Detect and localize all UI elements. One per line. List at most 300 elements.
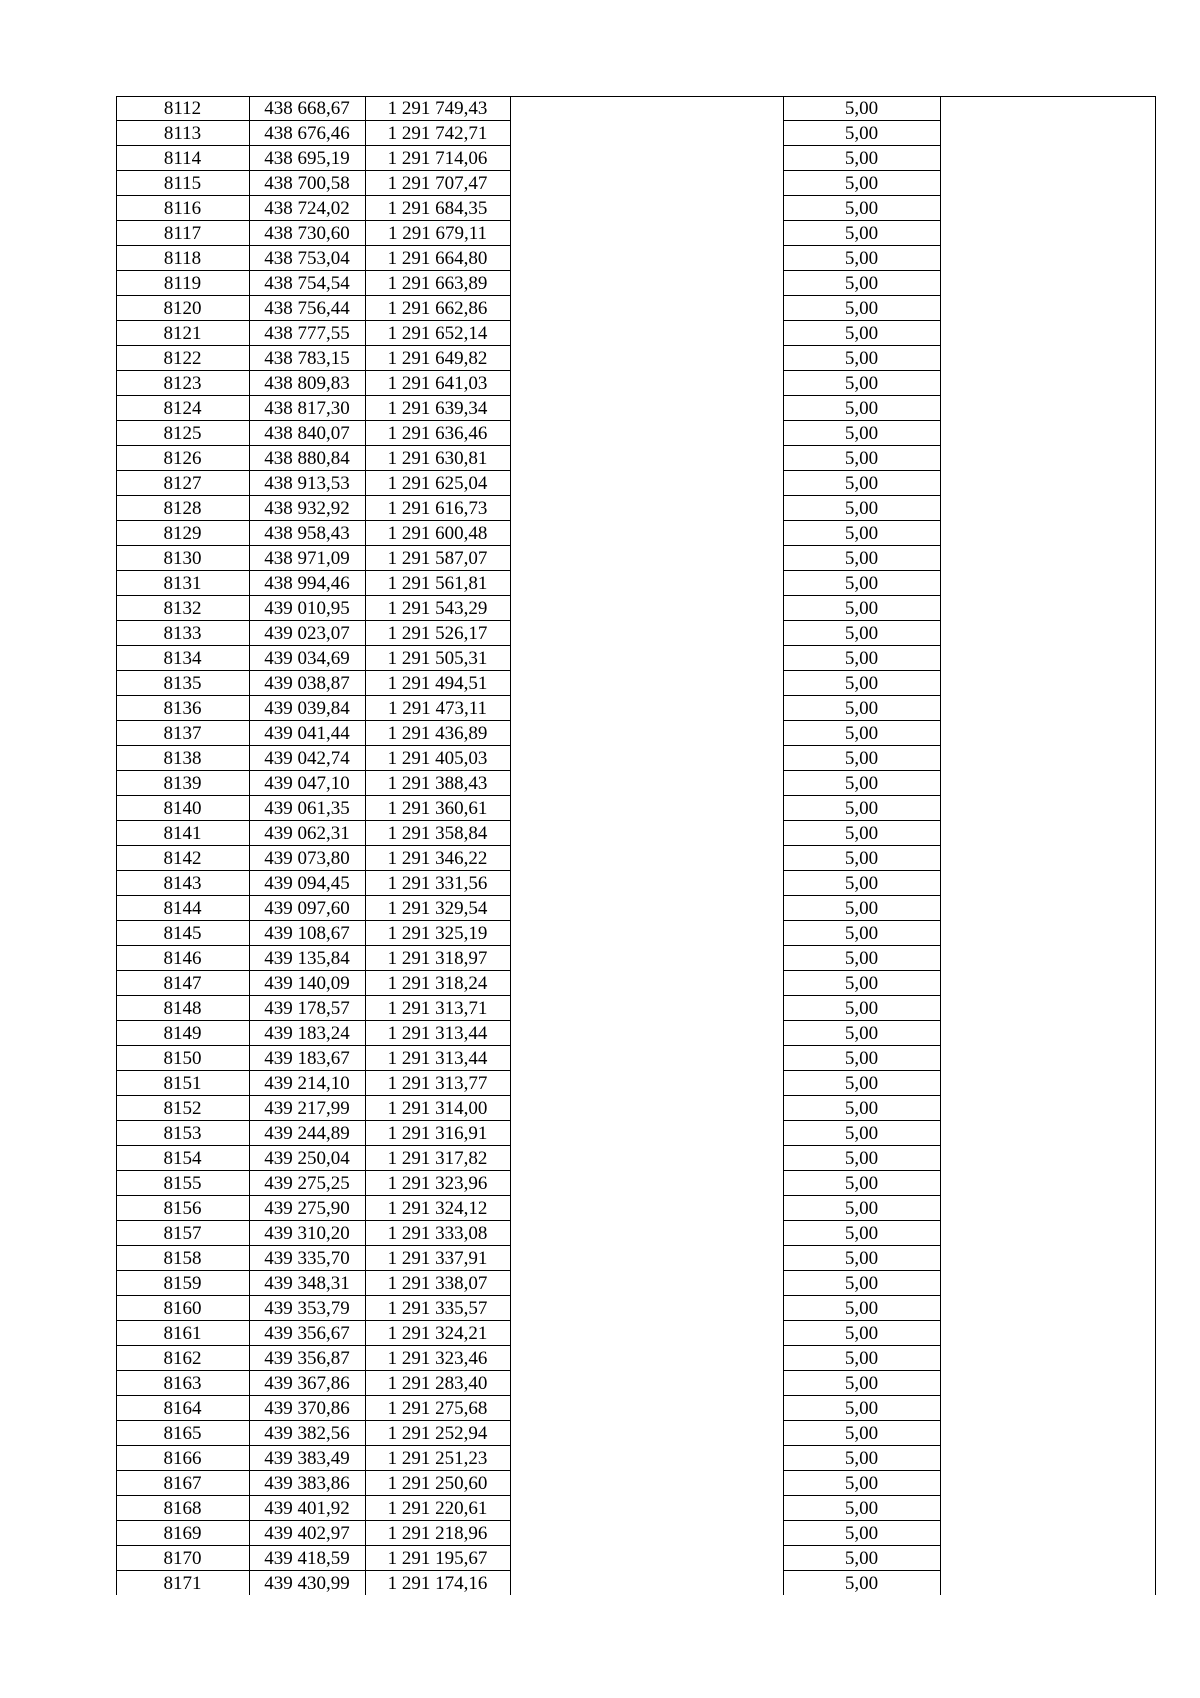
value-cell: 5,00: [844, 1348, 879, 1369]
y-coordinate-cell: 1 291 639,34: [387, 398, 488, 419]
table-row: [116, 921, 1156, 946]
point-number-cell: 8165: [163, 1423, 202, 1444]
x-coordinate-cell: 438 913,53: [264, 473, 350, 494]
x-coordinate-cell: 439 402,97: [264, 1523, 350, 1544]
x-coordinate-cell: 438 724,02: [264, 198, 350, 219]
table-row: [116, 1421, 1156, 1446]
point-number-cell: 8141: [163, 823, 202, 844]
y-coordinate-cell: 1 291 220,61: [387, 1498, 488, 1519]
point-number-cell: 8157: [163, 1223, 202, 1244]
table-row: [116, 1171, 1156, 1196]
value-cell: 5,00: [844, 98, 879, 119]
value-cell: 5,00: [844, 123, 879, 144]
point-number-cell: 8117: [163, 223, 202, 244]
x-coordinate-cell: 439 382,56: [264, 1423, 350, 1444]
x-coordinate-cell: 438 783,15: [264, 348, 350, 369]
table-row: [116, 1546, 1156, 1571]
point-number-cell: 8133: [163, 623, 202, 644]
point-number-cell: 8112: [163, 98, 202, 119]
value-cell: 5,00: [844, 1098, 879, 1119]
y-coordinate-cell: 1 291 325,19: [387, 923, 488, 944]
table-row: [116, 471, 1156, 496]
x-coordinate-cell: 439 275,90: [264, 1198, 350, 1219]
x-coordinate-cell: 439 183,67: [264, 1048, 350, 1069]
point-number-cell: 8158: [163, 1248, 202, 1269]
x-coordinate-cell: 438 880,84: [264, 448, 350, 469]
y-coordinate-cell: 1 291 275,68: [387, 1398, 488, 1419]
y-coordinate-cell: 1 291 335,57: [387, 1298, 488, 1319]
value-cell: 5,00: [844, 1123, 879, 1144]
point-number-cell: 8115: [163, 173, 202, 194]
x-coordinate-cell: 439 047,10: [264, 773, 350, 794]
point-number-cell: 8128: [163, 498, 202, 519]
y-coordinate-cell: 1 291 616,73: [387, 498, 488, 519]
y-coordinate-cell: 1 291 323,96: [387, 1173, 488, 1194]
y-coordinate-cell: 1 291 494,51: [387, 673, 488, 694]
x-coordinate-cell: 439 183,24: [264, 1023, 350, 1044]
point-number-cell: 8124: [163, 398, 202, 419]
coordinates-table: [116, 96, 1156, 1596]
point-number-cell: 8150: [163, 1048, 202, 1069]
y-coordinate-cell: 1 291 313,44: [387, 1023, 488, 1044]
point-number-cell: 8123: [163, 373, 202, 394]
x-coordinate-cell: 438 994,46: [264, 573, 350, 594]
table-row: [116, 1396, 1156, 1421]
table-row: [116, 1121, 1156, 1146]
value-cell: 5,00: [844, 1498, 879, 1519]
y-coordinate-cell: 1 291 630,81: [387, 448, 488, 469]
y-coordinate-cell: 1 291 346,22: [387, 848, 488, 869]
point-number-cell: 8162: [163, 1348, 202, 1369]
x-coordinate-cell: 439 094,45: [264, 873, 350, 894]
value-cell: 5,00: [844, 973, 879, 994]
value-cell: 5,00: [844, 823, 879, 844]
value-cell: 5,00: [844, 1048, 879, 1069]
table-row: [116, 96, 1156, 121]
value-cell: 5,00: [844, 673, 879, 694]
value-cell: 5,00: [844, 273, 879, 294]
point-number-cell: 8153: [163, 1123, 202, 1144]
value-cell: 5,00: [844, 1573, 879, 1594]
point-number-cell: 8146: [163, 948, 202, 969]
table-row: [116, 871, 1156, 896]
x-coordinate-cell: 438 971,09: [264, 548, 350, 569]
table-row: [116, 546, 1156, 571]
y-coordinate-cell: 1 291 473,11: [387, 698, 488, 719]
table-row: [116, 496, 1156, 521]
value-cell: 5,00: [844, 573, 879, 594]
table-row: [116, 171, 1156, 196]
point-number-cell: 8155: [163, 1173, 202, 1194]
y-coordinate-cell: 1 291 561,81: [387, 573, 488, 594]
table-row: [116, 396, 1156, 421]
table-row: [116, 771, 1156, 796]
point-number-cell: 8154: [163, 1148, 202, 1169]
table-row: [116, 121, 1156, 146]
table-row: [116, 321, 1156, 346]
table-row: [116, 1271, 1156, 1296]
value-cell: 5,00: [844, 748, 879, 769]
y-coordinate-cell: 1 291 436,89: [387, 723, 488, 744]
y-coordinate-cell: 1 291 663,89: [387, 273, 488, 294]
value-cell: 5,00: [844, 248, 879, 269]
value-cell: 5,00: [844, 1023, 879, 1044]
value-cell: 5,00: [844, 1523, 879, 1544]
table-row: [116, 646, 1156, 671]
table-row: [116, 1321, 1156, 1346]
x-coordinate-cell: 439 356,87: [264, 1348, 350, 1369]
y-coordinate-cell: 1 291 714,06: [387, 148, 488, 169]
x-coordinate-cell: 438 840,07: [264, 423, 350, 444]
y-coordinate-cell: 1 291 749,43: [387, 98, 488, 119]
point-number-cell: 8130: [163, 548, 202, 569]
table-row: [116, 1146, 1156, 1171]
x-coordinate-cell: 439 034,69: [264, 648, 350, 669]
value-cell: 5,00: [844, 1148, 879, 1169]
table-row: [116, 596, 1156, 621]
value-cell: 5,00: [844, 1273, 879, 1294]
point-number-cell: 8159: [163, 1273, 202, 1294]
value-cell: 5,00: [844, 1298, 879, 1319]
table-row: [116, 1471, 1156, 1496]
value-cell: 5,00: [844, 423, 879, 444]
x-coordinate-cell: 439 353,79: [264, 1298, 350, 1319]
value-cell: 5,00: [844, 948, 879, 969]
point-number-cell: 8163: [163, 1373, 202, 1394]
value-cell: 5,00: [844, 1248, 879, 1269]
value-cell: 5,00: [844, 798, 879, 819]
x-coordinate-cell: 439 401,92: [264, 1498, 350, 1519]
table-row: [116, 671, 1156, 696]
table-row: [116, 1446, 1156, 1471]
point-number-cell: 8143: [163, 873, 202, 894]
y-coordinate-cell: 1 291 360,61: [387, 798, 488, 819]
value-cell: 5,00: [844, 923, 879, 944]
value-cell: 5,00: [844, 723, 879, 744]
x-coordinate-cell: 439 418,59: [264, 1548, 350, 1569]
point-number-cell: 8137: [163, 723, 202, 744]
point-number-cell: 8122: [163, 348, 202, 369]
point-number-cell: 8167: [163, 1473, 202, 1494]
value-cell: 5,00: [844, 173, 879, 194]
point-number-cell: 8160: [163, 1298, 202, 1319]
point-number-cell: 8152: [163, 1098, 202, 1119]
y-coordinate-cell: 1 291 662,86: [387, 298, 488, 319]
point-number-cell: 8118: [163, 248, 202, 269]
table-row: [116, 746, 1156, 771]
y-coordinate-cell: 1 291 318,24: [387, 973, 488, 994]
table-row: [116, 821, 1156, 846]
x-coordinate-cell: 439 244,89: [264, 1123, 350, 1144]
point-number-cell: 8142: [163, 848, 202, 869]
x-coordinate-cell: 439 097,60: [264, 898, 350, 919]
point-number-cell: 8169: [163, 1523, 202, 1544]
point-number-cell: 8164: [163, 1398, 202, 1419]
x-coordinate-cell: 439 023,07: [264, 623, 350, 644]
point-number-cell: 8140: [163, 798, 202, 819]
value-cell: 5,00: [844, 548, 879, 569]
y-coordinate-cell: 1 291 218,96: [387, 1523, 488, 1544]
value-cell: 5,00: [844, 398, 879, 419]
y-coordinate-cell: 1 291 329,54: [387, 898, 488, 919]
table-row: [116, 371, 1156, 396]
point-number-cell: 8151: [163, 1073, 202, 1094]
value-cell: 5,00: [844, 323, 879, 344]
table-row: [116, 1296, 1156, 1321]
value-cell: 5,00: [844, 998, 879, 1019]
y-coordinate-cell: 1 291 316,91: [387, 1123, 488, 1144]
point-number-cell: 8114: [163, 148, 202, 169]
y-coordinate-cell: 1 291 313,77: [387, 1073, 488, 1094]
y-coordinate-cell: 1 291 358,84: [387, 823, 488, 844]
x-coordinate-cell: 438 753,04: [264, 248, 350, 269]
y-coordinate-cell: 1 291 338,07: [387, 1273, 488, 1294]
y-coordinate-cell: 1 291 333,08: [387, 1223, 488, 1244]
value-cell: 5,00: [844, 1448, 879, 1469]
point-number-cell: 8119: [163, 273, 202, 294]
value-cell: 5,00: [844, 448, 879, 469]
point-number-cell: 8127: [163, 473, 202, 494]
y-coordinate-cell: 1 291 323,46: [387, 1348, 488, 1369]
table-row: [116, 296, 1156, 321]
value-cell: 5,00: [844, 848, 879, 869]
point-number-cell: 8120: [163, 298, 202, 319]
y-coordinate-cell: 1 291 313,44: [387, 1048, 488, 1069]
y-coordinate-cell: 1 291 195,67: [387, 1548, 488, 1569]
point-number-cell: 8139: [163, 773, 202, 794]
x-coordinate-cell: 438 700,58: [264, 173, 350, 194]
x-coordinate-cell: 439 010,95: [264, 598, 350, 619]
x-coordinate-cell: 438 932,92: [264, 498, 350, 519]
y-coordinate-cell: 1 291 664,80: [387, 248, 488, 269]
y-coordinate-cell: 1 291 526,17: [387, 623, 488, 644]
point-number-cell: 8136: [163, 698, 202, 719]
value-cell: 5,00: [844, 1223, 879, 1244]
y-coordinate-cell: 1 291 679,11: [387, 223, 488, 244]
value-cell: 5,00: [844, 1173, 879, 1194]
x-coordinate-cell: 439 135,84: [264, 948, 350, 969]
value-cell: 5,00: [844, 1073, 879, 1094]
x-coordinate-cell: 439 041,44: [264, 723, 350, 744]
point-number-cell: 8138: [163, 748, 202, 769]
table-row: [116, 721, 1156, 746]
table-row: [116, 1521, 1156, 1546]
value-cell: 5,00: [844, 473, 879, 494]
value-cell: 5,00: [844, 873, 879, 894]
y-coordinate-cell: 1 291 252,94: [387, 1423, 488, 1444]
y-coordinate-cell: 1 291 337,91: [387, 1248, 488, 1269]
point-number-cell: 8144: [163, 898, 202, 919]
value-cell: 5,00: [844, 598, 879, 619]
x-coordinate-cell: 439 039,84: [264, 698, 350, 719]
value-cell: 5,00: [844, 1373, 879, 1394]
point-number-cell: 8125: [163, 423, 202, 444]
x-coordinate-cell: 439 370,86: [264, 1398, 350, 1419]
value-cell: 5,00: [844, 1423, 879, 1444]
y-coordinate-cell: 1 291 314,00: [387, 1098, 488, 1119]
y-coordinate-cell: 1 291 324,21: [387, 1323, 488, 1344]
x-coordinate-cell: 439 038,87: [264, 673, 350, 694]
value-cell: 5,00: [844, 1473, 879, 1494]
y-coordinate-cell: 1 291 331,56: [387, 873, 488, 894]
x-coordinate-cell: 439 348,31: [264, 1273, 350, 1294]
point-number-cell: 8161: [163, 1323, 202, 1344]
value-cell: 5,00: [844, 298, 879, 319]
x-coordinate-cell: 439 367,86: [264, 1373, 350, 1394]
y-coordinate-cell: 1 291 652,14: [387, 323, 488, 344]
point-number-cell: 8129: [163, 523, 202, 544]
x-coordinate-cell: 438 754,54: [264, 273, 350, 294]
table-row: [116, 1021, 1156, 1046]
y-coordinate-cell: 1 291 313,71: [387, 998, 488, 1019]
point-number-cell: 8156: [163, 1198, 202, 1219]
x-coordinate-cell: 439 178,57: [264, 998, 350, 1019]
x-coordinate-cell: 438 676,46: [264, 123, 350, 144]
table-row: [116, 1221, 1156, 1246]
point-number-cell: 8135: [163, 673, 202, 694]
value-cell: 5,00: [844, 498, 879, 519]
table-row: [116, 696, 1156, 721]
x-coordinate-cell: 439 217,99: [264, 1098, 350, 1119]
table-row: [116, 896, 1156, 921]
y-coordinate-cell: 1 291 636,46: [387, 423, 488, 444]
value-cell: 5,00: [844, 523, 879, 544]
y-coordinate-cell: 1 291 587,07: [387, 548, 488, 569]
table-row: [116, 246, 1156, 271]
y-coordinate-cell: 1 291 742,71: [387, 123, 488, 144]
value-cell: 5,00: [844, 198, 879, 219]
point-number-cell: 8170: [163, 1548, 202, 1569]
table-row: [116, 1046, 1156, 1071]
table-row: [116, 1196, 1156, 1221]
table-row: [116, 521, 1156, 546]
table-row: [116, 271, 1156, 296]
y-coordinate-cell: 1 291 324,12: [387, 1198, 488, 1219]
x-coordinate-cell: 439 275,25: [264, 1173, 350, 1194]
table-row: [116, 1071, 1156, 1096]
x-coordinate-cell: 438 809,83: [264, 373, 350, 394]
x-coordinate-cell: 439 430,99: [264, 1573, 350, 1594]
y-coordinate-cell: 1 291 505,31: [387, 648, 488, 669]
value-cell: 5,00: [844, 148, 879, 169]
x-coordinate-cell: 438 958,43: [264, 523, 350, 544]
point-number-cell: 8147: [163, 973, 202, 994]
x-coordinate-cell: 438 730,60: [264, 223, 350, 244]
table-row: [116, 196, 1156, 221]
point-number-cell: 8131: [163, 573, 202, 594]
value-cell: 5,00: [844, 898, 879, 919]
value-cell: 5,00: [844, 648, 879, 669]
value-cell: 5,00: [844, 698, 879, 719]
value-cell: 5,00: [844, 1548, 879, 1569]
value-cell: 5,00: [844, 773, 879, 794]
x-coordinate-cell: 439 062,31: [264, 823, 350, 844]
x-coordinate-cell: 439 335,70: [264, 1248, 350, 1269]
x-coordinate-cell: 439 073,80: [264, 848, 350, 869]
y-coordinate-cell: 1 291 600,48: [387, 523, 488, 544]
y-coordinate-cell: 1 291 174,16: [387, 1573, 488, 1594]
table-row: [116, 846, 1156, 871]
y-coordinate-cell: 1 291 251,23: [387, 1448, 488, 1469]
y-coordinate-cell: 1 291 283,40: [387, 1373, 488, 1394]
y-coordinate-cell: 1 291 641,03: [387, 373, 488, 394]
value-cell: 5,00: [844, 1198, 879, 1219]
table-row: [116, 796, 1156, 821]
x-coordinate-cell: 438 817,30: [264, 398, 350, 419]
point-number-cell: 8113: [163, 123, 202, 144]
table-row: [116, 346, 1156, 371]
point-number-cell: 8168: [163, 1498, 202, 1519]
table-row: [116, 946, 1156, 971]
table-row: [116, 1346, 1156, 1371]
y-coordinate-cell: 1 291 405,03: [387, 748, 488, 769]
y-coordinate-cell: 1 291 707,47: [387, 173, 488, 194]
table-row: [116, 1571, 1156, 1596]
point-number-cell: 8126: [163, 448, 202, 469]
y-coordinate-cell: 1 291 543,29: [387, 598, 488, 619]
x-coordinate-cell: 439 383,49: [264, 1448, 350, 1469]
table-row: [116, 971, 1156, 996]
point-number-cell: 8149: [163, 1023, 202, 1044]
value-cell: 5,00: [844, 1323, 879, 1344]
value-cell: 5,00: [844, 373, 879, 394]
x-coordinate-cell: 439 383,86: [264, 1473, 350, 1494]
x-coordinate-cell: 438 695,19: [264, 148, 350, 169]
x-coordinate-cell: 439 214,10: [264, 1073, 350, 1094]
table-row: [116, 421, 1156, 446]
table-row: [116, 1096, 1156, 1121]
y-coordinate-cell: 1 291 684,35: [387, 198, 488, 219]
x-coordinate-cell: 438 756,44: [264, 298, 350, 319]
x-coordinate-cell: 439 061,35: [264, 798, 350, 819]
y-coordinate-cell: 1 291 317,82: [387, 1148, 488, 1169]
point-number-cell: 8148: [163, 998, 202, 1019]
y-coordinate-cell: 1 291 250,60: [387, 1473, 488, 1494]
value-cell: 5,00: [844, 223, 879, 244]
x-coordinate-cell: 439 108,67: [264, 923, 350, 944]
x-coordinate-cell: 438 668,67: [264, 98, 350, 119]
table-row: [116, 996, 1156, 1021]
value-cell: 5,00: [844, 623, 879, 644]
y-coordinate-cell: 1 291 625,04: [387, 473, 488, 494]
x-coordinate-cell: 439 310,20: [264, 1223, 350, 1244]
x-coordinate-cell: 439 042,74: [264, 748, 350, 769]
x-coordinate-cell: 438 777,55: [264, 323, 350, 344]
y-coordinate-cell: 1 291 318,97: [387, 948, 488, 969]
point-number-cell: 8132: [163, 598, 202, 619]
y-coordinate-cell: 1 291 649,82: [387, 348, 488, 369]
table-row: [116, 571, 1156, 596]
point-number-cell: 8116: [163, 198, 202, 219]
table-row: [116, 1371, 1156, 1396]
table-row: [116, 1496, 1156, 1521]
value-cell: 5,00: [844, 1398, 879, 1419]
table-row: [116, 1246, 1156, 1271]
point-number-cell: 8121: [163, 323, 202, 344]
value-cell: 5,00: [844, 348, 879, 369]
point-number-cell: 8145: [163, 923, 202, 944]
table-row: [116, 621, 1156, 646]
table-row: [116, 221, 1156, 246]
x-coordinate-cell: 439 356,67: [264, 1323, 350, 1344]
point-number-cell: 8166: [163, 1448, 202, 1469]
x-coordinate-cell: 439 250,04: [264, 1148, 350, 1169]
table-row: [116, 446, 1156, 471]
point-number-cell: 8134: [163, 648, 202, 669]
point-number-cell: 8171: [163, 1573, 202, 1594]
x-coordinate-cell: 439 140,09: [264, 973, 350, 994]
table-row: [116, 146, 1156, 171]
